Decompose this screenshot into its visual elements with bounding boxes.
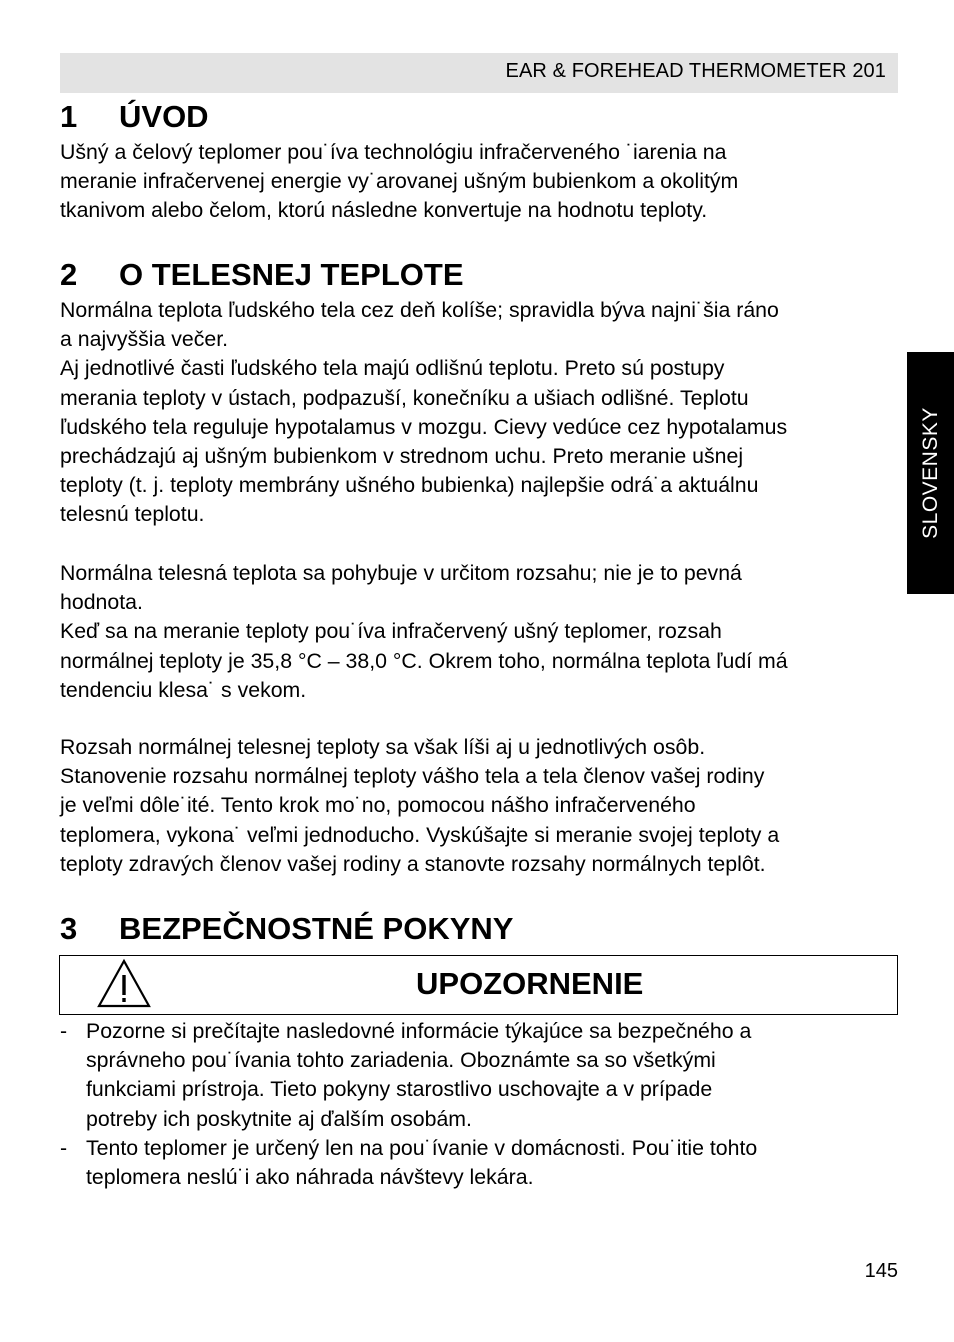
- language-side-tab: [907, 352, 954, 594]
- warning-box: [59, 955, 898, 1015]
- section-2-heading: [60, 257, 464, 293]
- language-tab-label: SLOVENSKY: [918, 407, 942, 539]
- section-3-heading: [60, 911, 513, 947]
- text-line: hodnota.: [60, 590, 143, 615]
- list-item: [60, 1017, 900, 1134]
- section-2-paragraph-1: [60, 296, 900, 530]
- text-line: teplomera, vykona˙ veľmi jednoducho. Vyskúšajte si meranie svojej teploty a: [60, 822, 780, 847]
- text-line: tendenciu klesa˙ s vekom.: [60, 677, 307, 702]
- section-title: O TELESNEJ TEPLOTE: [119, 257, 464, 292]
- section-number: 2: [60, 257, 78, 292]
- text-line: tkanivom alebo čelom, ktorú následne konvertuje na hodnotu teploty.: [60, 198, 708, 223]
- text-line: a najvyššia večer.: [60, 327, 229, 352]
- list-bullet: -: [60, 1019, 68, 1043]
- page-number: 145: [864, 1260, 898, 1282]
- section-2-paragraph-3: [60, 733, 900, 879]
- warning-title: UPOZORNENIE: [416, 966, 644, 1001]
- text-line: prechádzajú aj ušným bubienkom v strednom uchu. Preto meranie ušnej: [60, 443, 744, 468]
- text-line: ľudského tela reguluje hypotalamus v mozgu. Cievy vedúce cez hypotalamus: [60, 414, 788, 439]
- text-line: Tento teplomer je určený len na pou˙ívanie v domácnosti. Pou˙itie tohto: [86, 1135, 758, 1160]
- text-line: funkciami prístroja. Tieto pokyny starostlivo uschovajte a v prípade: [86, 1077, 713, 1102]
- text-line: je veľmi dôle˙ité. Tento krok mo˙no, pomocou nášho infračerveného: [60, 793, 696, 818]
- text-line: Rozsah normálnej telesnej teploty sa však líši aj u jednotlivých osôb.: [60, 735, 706, 759]
- text-line: Normálna telesná teplota sa pohybuje v určitom rozsahu; nie je to pevná: [60, 561, 742, 585]
- text-line: merania teploty v ústach, podpazuší, konečníku a ušiach odlišné. Teplotu: [60, 385, 749, 410]
- text-line: teplomera neslú˙i ako náhrada návštevy lekára.: [86, 1164, 534, 1189]
- warning-triangle-icon: [96, 958, 152, 1010]
- list-item: [60, 1134, 900, 1192]
- section-number: 1: [60, 99, 78, 134]
- text-line: teploty (t. j. teploty membrány ušného bubienka) najlepšie odrá˙a aktuálnu: [60, 473, 759, 498]
- section-title: BEZPEČNOSTNÉ POKYNY: [119, 911, 514, 946]
- text-line: Keď sa na meranie teploty pou˙íva infračervený ušný teplomer, rozsah: [60, 619, 722, 644]
- text-line: meranie infračervenej energie vy˙arovanej ušným bubienkom a okolitým: [60, 169, 739, 194]
- text-line: Normálna teplota ľudského tela cez deň kolíše; spravidla býva najni˙šia ráno: [60, 298, 779, 322]
- text-line: teploty zdravých členov vašej rodiny a stanovte rozsahy normálnych teplôt.: [60, 851, 766, 876]
- text-line: Pozorne si prečítajte nasledovné informácie týkajúce sa bezpečného a: [86, 1019, 752, 1043]
- text-line: normálnej teploty je 35,8 °C – 38,0 °C. Okrem toho, normálna teplota ľudí má: [60, 648, 788, 673]
- section-number: 3: [60, 911, 78, 946]
- text-line: telesnú teplotu.: [60, 502, 205, 527]
- text-line: Aj jednotlivé časti ľudského tela majú odlišnú teplotu. Preto sú postupy: [60, 356, 725, 381]
- safety-list: [60, 1017, 900, 1192]
- section-2-paragraph-2: [60, 559, 900, 705]
- section-title: ÚVOD: [119, 99, 209, 134]
- text-line: potreby ich poskytnite aj ďalším osobám.: [86, 1106, 472, 1131]
- text-line: Stanovenie rozsahu normálnej teploty vášho tela a tela členov vašej rodiny: [60, 764, 765, 789]
- text-line: správneho pou˙ívania tohto zariadenia. Oboznámte sa so všetkými: [86, 1048, 716, 1073]
- section-1-paragraph: [60, 138, 900, 226]
- text-line: Ušný a čelový teplomer pou˙íva technológiu infračerveného ˙iarenia na: [60, 140, 727, 164]
- running-header: [60, 53, 898, 93]
- section-1-heading: [60, 99, 209, 135]
- list-bullet: -: [60, 1135, 68, 1160]
- header-title: EAR & FOREHEAD THERMOMETER 201: [505, 60, 886, 82]
